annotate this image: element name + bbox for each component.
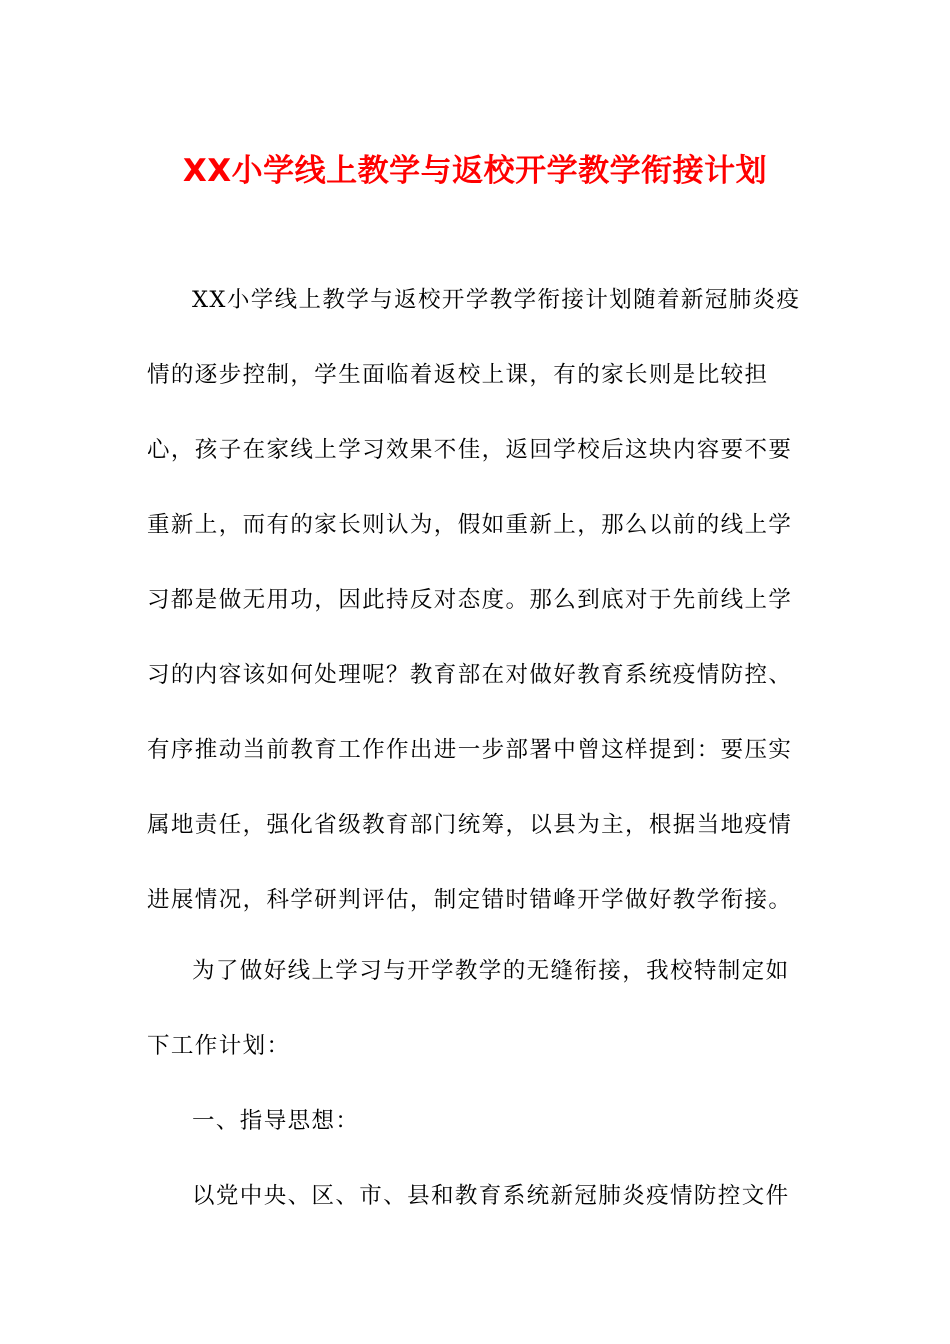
paragraph-guiding-ideology: 以党中央、区、市、县和教育系统新冠肺炎疫情防控文件 [192, 1183, 790, 1209]
paragraph-intro: XX小学线上教学与返校开学教学衔接计划随着新冠肺炎疫情的逐步控制，学生面临着返校上课，有的家长则是比较担心，孩子在家线上学习效果不佳，返回学校后这块内容要不要重新上，而有的家长则认为，假如重新上，那么以前的线上学习都是做无用功，因此持反对态度。那么到底对于先前线上学习的内容该如何处理呢？教育部在对做好教育系统疫情防控、有序推动当前教育工作作出进一步部署中曾这样提到：要压实属地责任，强化省级教育部门统筹，以县为主，根据当地疫情进展情况，科学研判评估，制定错时错峰开学做好教学衔接。 [147, 287, 801, 913]
section-heading-guiding-ideology: 一、指导思想： [192, 1108, 360, 1134]
document-title: XX小学线上教学与返校开学教学衔接计划 [182, 153, 768, 189]
paragraph-plan-intro: 为了做好线上学习与开学教学的无缝衔接，我校特制定如下工作计划： [147, 958, 790, 1059]
